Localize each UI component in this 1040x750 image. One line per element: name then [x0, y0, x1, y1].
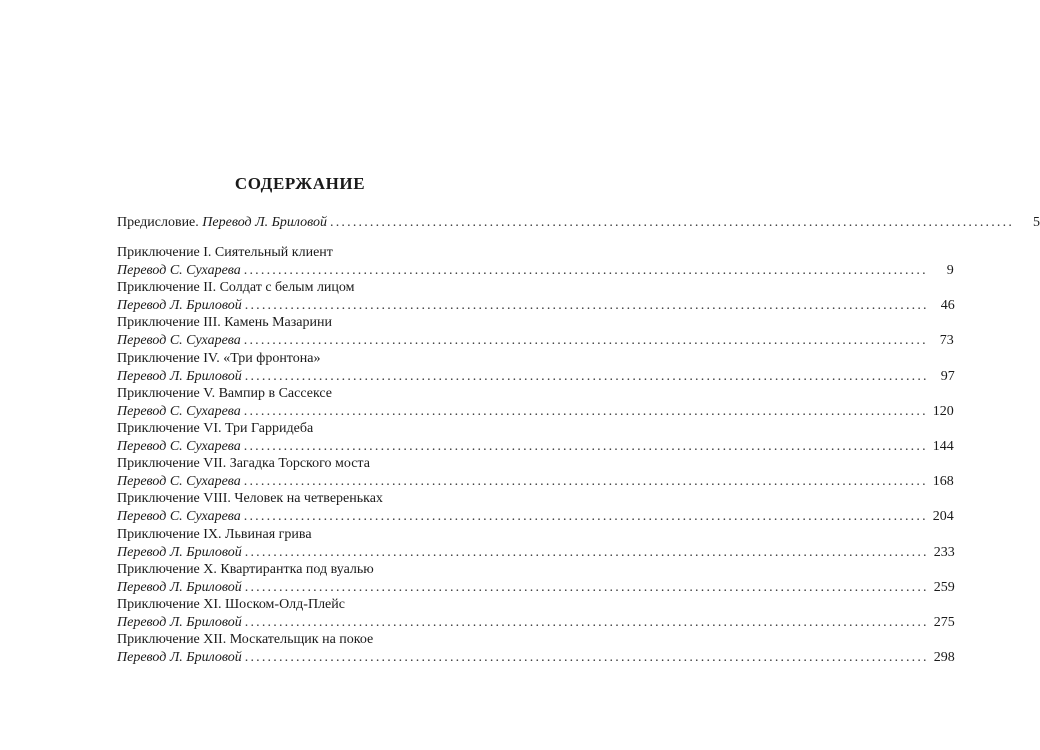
- toc-entry-translator-line: [117, 544, 955, 562]
- toc-leader-dots: ........................................................................................................................: [244, 545, 929, 560]
- toc-entry-title: Приключение X. Квартирантка под вуалью: [117, 562, 374, 577]
- toc-entry-translator-line: [117, 438, 954, 456]
- toc-leader-dots: ........................................................................................................................: [243, 404, 928, 419]
- toc-entry-title: Приключение IX. Львиная грива: [117, 527, 312, 542]
- toc-entry-title: Приключение V. Вампир в Сассексе: [117, 386, 332, 401]
- toc-entry-translator: Перевод С. Сухарева: [117, 439, 241, 454]
- toc-entry-translator-line: [117, 473, 954, 491]
- toc-leader-dots: ........................................................................................................................: [243, 263, 928, 278]
- toc-entry-title: Приключение VI. Три Гарридеба: [117, 421, 314, 436]
- toc-page-number: 120: [932, 404, 954, 419]
- toc-entry-title: Приключение XII. Москательщик на покое: [117, 632, 374, 647]
- toc-entry-translator-line: [117, 649, 955, 667]
- toc-entry-title: Приключение IV. «Три фронтона»: [117, 351, 321, 366]
- toc-entry-title: Приключение VIII. Человек на четвереньках: [117, 491, 383, 506]
- toc-page-number: 298: [933, 650, 955, 665]
- toc-page-number: 233: [933, 545, 955, 560]
- toc-entry-translator: Перевод С. Сухарева: [117, 474, 241, 489]
- toc-entry-translator: Перевод С. Сухарева: [117, 333, 241, 348]
- toc-page-number: 259: [933, 580, 955, 595]
- toc-entry-translator: Перевод Л. Бриловой: [117, 369, 242, 384]
- toc-preface-text: [117, 214, 327, 232]
- toc-preface: [117, 214, 1040, 232]
- toc-page-number: 168: [932, 474, 954, 489]
- toc-page-number: 144: [932, 439, 954, 454]
- page-title: СОДЕРЖАНИЕ: [234, 174, 366, 193]
- toc-leader-dots: ........................................................................................................................: [243, 509, 928, 524]
- toc-leader-dots: ........................................................................................................................: [243, 474, 928, 489]
- toc-entry-translator-line: [117, 368, 955, 386]
- toc-entry-title: Приключение VII. Загадка Торского моста: [117, 456, 370, 471]
- toc-entry-translator-line: [117, 297, 955, 315]
- toc-entry-translator: Перевод Л. Бриловой: [117, 580, 242, 595]
- toc-entry-translator-line: [117, 332, 954, 350]
- toc-entry-title: Приключение II. Солдат с белым лицом: [117, 280, 355, 295]
- toc-entry-translator: Перевод Л. Бриловой: [117, 615, 242, 630]
- toc-entry-translator: Перевод С. Сухарева: [117, 404, 241, 419]
- toc-leader-dots: ........................................................................................................................: [244, 580, 929, 595]
- toc-page-number: 97: [940, 369, 955, 384]
- toc-entry-translator-line: [117, 614, 955, 632]
- toc-entry-title: Приключение III. Камень Мазарини: [117, 315, 332, 330]
- toc-entry-translator: Перевод Л. Бриловой: [117, 298, 242, 313]
- toc-page-number: 46: [940, 298, 955, 313]
- toc-leader-dots: ........................................................................................................................: [243, 439, 928, 454]
- toc-preface-translator: Перевод Л. Бриловой: [202, 215, 328, 230]
- toc-entry-title: Приключение I. Сиятельный клиент: [117, 245, 333, 260]
- toc-entry-translator: Перевод С. Сухарева: [117, 263, 241, 278]
- toc-entry-translator-line: [117, 508, 954, 526]
- toc-entry-translator-line: [117, 262, 954, 280]
- toc-page-number: 9: [946, 263, 954, 278]
- toc-leader-dots: ........................................................................................................................: [330, 215, 1015, 230]
- toc-leader-dots: ........................................................................................................................: [244, 615, 929, 630]
- toc-page-number: 275: [933, 615, 955, 630]
- toc-preface-label: Предисловие.: [117, 215, 199, 230]
- toc-entry-title: Приключение XI. Шоском-Олд-Плейс: [117, 597, 345, 612]
- toc-entry-translator: Перевод С. Сухарева: [117, 509, 241, 524]
- toc-leader-dots: ........................................................................................................................: [244, 650, 929, 665]
- toc-leader-dots: ........................................................................................................................: [243, 333, 928, 348]
- toc-leader-dots: ........................................................................................................................: [244, 369, 929, 384]
- toc-entry-translator: Перевод Л. Бриловой: [117, 650, 242, 665]
- toc-leader-dots: ........................................................................................................................: [244, 298, 929, 313]
- toc-entry-translator-line: [117, 579, 955, 597]
- toc-page-number: 73: [939, 333, 954, 348]
- toc-page-number: 5: [1033, 215, 1040, 230]
- toc-entry-translator-line: [117, 403, 954, 421]
- toc-page-number: 204: [932, 509, 954, 524]
- toc-entry-translator: Перевод Л. Бриловой: [117, 545, 242, 560]
